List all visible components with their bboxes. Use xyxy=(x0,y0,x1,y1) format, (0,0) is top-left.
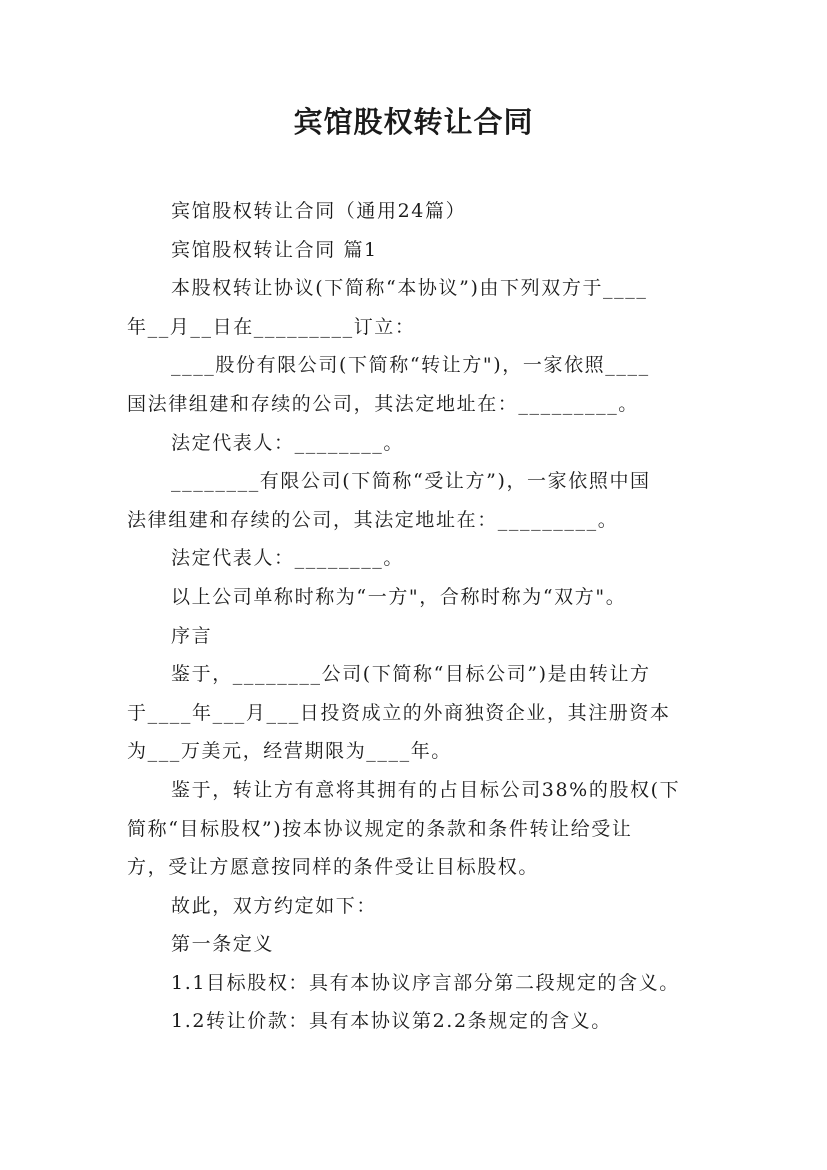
text-line: 1.1目标股权：具有本协议序言部分第二段规定的含义。 xyxy=(171,971,680,994)
text-line: 序言 xyxy=(171,624,213,647)
text-line: 宾馆股权转让合同（通用24篇） xyxy=(171,200,467,222)
text-line: 第一条定义 xyxy=(171,933,275,956)
text-line: 本股权转让协议(下简称“本协议”)由下列双方于____ xyxy=(171,277,648,300)
text-line: 鉴于，转让方有意将其拥有的占目标公司38%的股权(下 xyxy=(171,778,681,801)
document-body xyxy=(127,192,717,1041)
text-line: 以上公司单称时称为“一方"，合称时称为“双方"。 xyxy=(171,585,627,608)
text-line: 于____年___月___日投资成立的外商独资企业，其注册资本 xyxy=(127,701,671,724)
text-line: 法定代表人：________。 xyxy=(171,431,405,454)
text-line: 为___万美元，经营期限为____年。 xyxy=(127,740,452,763)
text-line: 鉴于，________公司(下简称“目标公司”)是由转让方 xyxy=(171,663,651,686)
text-line: ____股份有限公司(下简称“转让方")，一家依照____ xyxy=(171,354,650,377)
text-line: 简称“目标股权”)按本协议规定的条款和条件转让给受让 xyxy=(127,817,633,840)
text-line: 法律组建和存续的公司，其法定地址在：_________。 xyxy=(127,508,619,531)
text-line: 故此，双方约定如下： xyxy=(171,894,378,917)
text-line: 国法律组建和存续的公司，其法定地址在：_________。 xyxy=(127,392,639,415)
text-line: 1.2转让价款：具有本协议第2.2条规定的含义。 xyxy=(171,1010,612,1033)
text-line: 年__月__日在_________订立： xyxy=(127,315,416,338)
text-line: ________有限公司(下简称“受让方”)，一家依照中国 xyxy=(171,470,651,493)
text-line: 方，受让方愿意按同样的条件受让目标股权。 xyxy=(127,856,540,879)
text-line: 法定代表人：________。 xyxy=(171,547,405,570)
document-title: 宾馆股权转让合同 xyxy=(293,105,534,139)
text-line: 宾馆股权转让合同 篇1 xyxy=(171,238,378,261)
